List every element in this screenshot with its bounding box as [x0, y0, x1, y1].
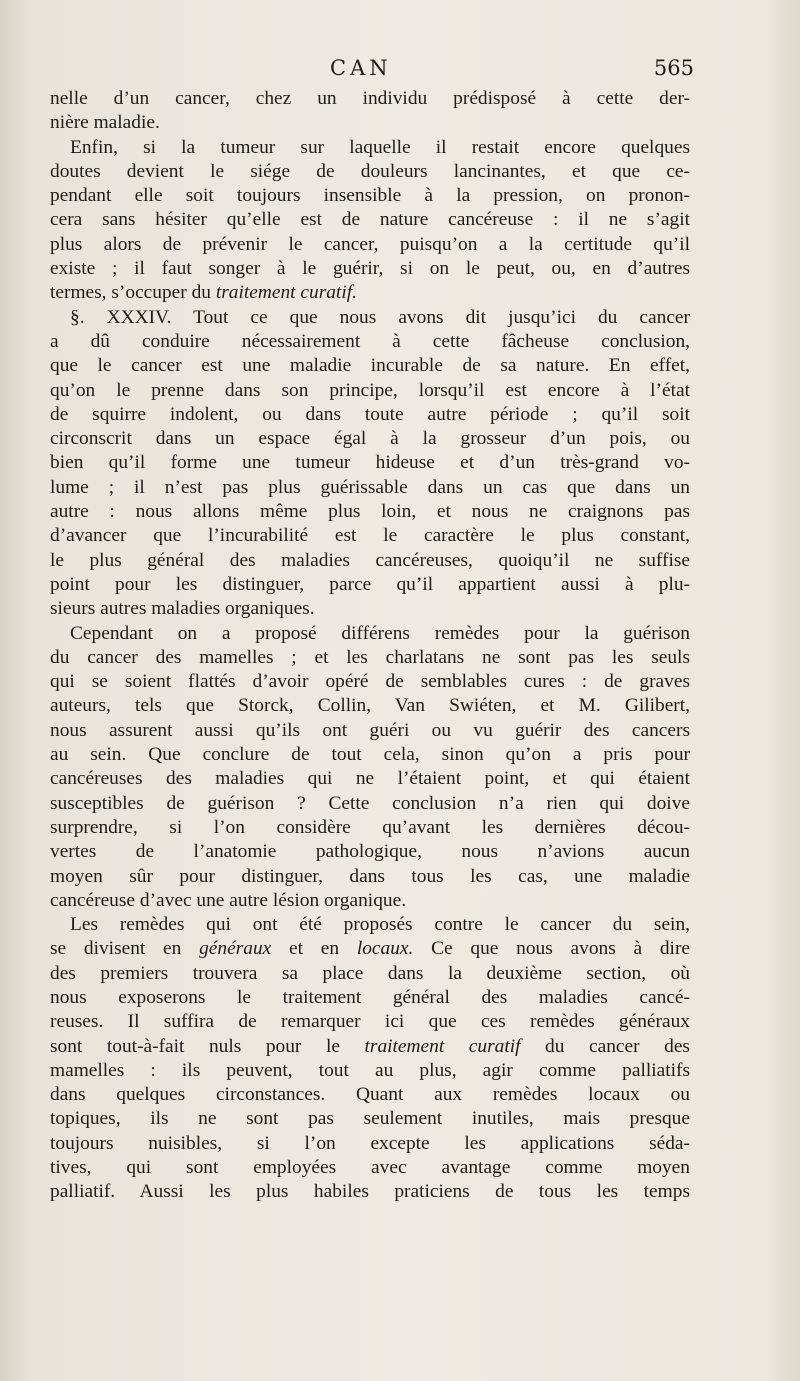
line-text: des premiers trouvera sa place dans la deuxième section, où: [50, 962, 690, 984]
line-text: que le cancer est une maladie incurable de sa nature. En effet,: [50, 355, 690, 377]
text-line: [50, 524, 690, 548]
line-text: autre : nous allons même plus loin, et nous ne craignons pas: [50, 501, 690, 523]
text-line: [50, 306, 690, 330]
line-text: au sein. Que conclure de tout cela, sinon qu’on a pris pour: [50, 744, 690, 766]
italic-text: traitement curatif.: [215, 282, 357, 304]
running-title: CAN: [330, 56, 392, 80]
italic-text: locaux.: [356, 938, 414, 960]
line-text: nous assurent aussi qu’ils ont guéri ou vu guérir des cancers: [50, 719, 690, 741]
line-text: reuses. Il suffira de remarquer ici que ces remèdes généraux: [50, 1011, 690, 1033]
line-text: nous exposerons le traitement général des maladies cancé-: [50, 986, 690, 1008]
text-line: [50, 767, 690, 791]
text-line: [50, 87, 690, 111]
line-text: cancéreuses des maladies qui ne l’étaient point, et qui étaient: [50, 768, 690, 790]
text-line: [50, 281, 690, 305]
line-text: mamelles : ils peuvent, tout au plus, agir comme palliatifs: [50, 1059, 690, 1081]
text-line: [50, 549, 690, 573]
italic-text: traitement curatif: [364, 1035, 521, 1057]
line-text: surprendre, si l’on considère qu’avant les dernières décou-: [50, 816, 690, 838]
text-line: [50, 889, 690, 913]
line-text: d’avancer que l’incurabilité est le caractère le plus constant,: [50, 525, 690, 547]
text-line: [50, 719, 690, 743]
text-line: [50, 816, 690, 840]
line-text: toujours nuisibles, si l’on excepte les applications séda-: [50, 1132, 690, 1154]
text-line: [50, 694, 690, 718]
text-line: [50, 1083, 690, 1107]
line-text: susceptibles de guérison ? Cette conclusion n’a rien qui doive: [50, 792, 690, 814]
line-text: Cependant on a proposé différens remèdes pour la guérison: [70, 622, 690, 644]
line-text: nière maladie.: [50, 112, 160, 134]
line-text: qui se soient flattés d’avoir opéré de semblables cures : de graves: [50, 671, 690, 693]
text-line: [50, 1035, 690, 1059]
text-line: [50, 111, 690, 135]
italic-text: généraux: [199, 938, 272, 960]
text-line: [50, 986, 690, 1010]
line-text: dans quelques circonstances. Quant aux remèdes locaux ou: [50, 1084, 690, 1106]
text-line: [50, 208, 690, 232]
text-line: [50, 379, 690, 403]
body-text: [50, 87, 690, 1205]
line-text: qu’on le prenne dans son principe, lorsqu’il est encore à l’état: [50, 379, 690, 401]
text-line: [50, 913, 690, 937]
line-text: sont tout-à-fait nuls pour le: [50, 1035, 365, 1057]
text-line: [50, 500, 690, 524]
line-text: vertes de l’anatomie pathologique, nous n’avions aucun: [50, 841, 690, 863]
line-text: §. XXXIV. Tout ce que nous avons dit jusqu’ici du cancer: [70, 306, 690, 328]
line-text: Enfin, si la tumeur sur laquelle il restait encore quelques: [70, 136, 690, 158]
line-text: du cancer des mamelles ; et les charlatans ne sont pas les seuls: [50, 646, 690, 668]
text-line: [50, 1107, 690, 1131]
text-line: [50, 743, 690, 767]
text-line: [50, 962, 690, 986]
text-line: [50, 476, 690, 500]
text-line: [50, 403, 690, 427]
line-text: doutes devient le siége de douleurs lancinantes, et que ce-: [50, 160, 690, 182]
line-text: auteurs, tels que Storck, Collin, Van Swiéten, et M. Gilibert,: [50, 695, 690, 717]
line-text: termes, s’occuper du: [50, 282, 216, 304]
line-text: cera sans hésiter qu’elle est de nature cancéreuse : il ne s’agit: [50, 209, 690, 231]
line-text: sieurs autres maladies organiques.: [50, 598, 315, 620]
line-text: circonscrit dans un espace égal à la grosseur d’un pois, ou: [50, 428, 690, 450]
line-text: Ce que nous avons à dire: [413, 938, 691, 960]
line-text: nelle d’un cancer, chez un individu prédisposé à cette der-: [50, 88, 690, 109]
text-line: [50, 330, 690, 354]
text-line: [50, 1010, 690, 1034]
line-text: a dû conduire nécessairement à cette fâcheuse conclusion,: [50, 330, 690, 352]
text-line: [50, 1180, 690, 1204]
text-line: [50, 1132, 690, 1156]
text-line: [50, 233, 690, 257]
text-line: [50, 1059, 690, 1083]
text-line: [50, 597, 690, 621]
line-text: existe ; il faut songer à le guérir, si on le peut, ou, en d’autres: [50, 258, 690, 280]
text-line: [50, 573, 690, 597]
text-line: [50, 451, 690, 475]
text-line: [50, 792, 690, 816]
page-number: 565: [653, 56, 694, 80]
text-line: [50, 840, 690, 864]
line-text: Les remèdes qui ont été proposés contre le cancer du sein,: [70, 914, 690, 936]
line-text: se divisent en: [50, 938, 200, 960]
line-text: tives, qui sont employées avec avantage comme moyen: [50, 1157, 690, 1179]
line-text: le plus général des maladies cancéreuses, quoiqu’il ne suffise: [50, 549, 690, 571]
line-text: palliatif. Aussi les plus habiles praticiens de tous les temps: [50, 1181, 690, 1203]
line-text: cancéreuse d’avec une autre lésion organique.: [50, 889, 407, 911]
text-line: [50, 646, 690, 670]
line-text: du cancer des: [520, 1035, 690, 1057]
text-line: [50, 354, 690, 378]
running-head: [50, 56, 694, 86]
text-line: [50, 622, 690, 646]
line-text: et en: [271, 938, 357, 960]
text-line: [50, 184, 690, 208]
text-line: [50, 427, 690, 451]
text-line: [50, 1156, 690, 1180]
text-line: [50, 257, 690, 281]
text-line: [50, 865, 690, 889]
line-text: point pour les distinguer, parce qu’il appartient aussi à plu-: [50, 573, 690, 595]
line-text: bien qu’il forme une tumeur hideuse et d’un très-grand vo-: [50, 452, 690, 474]
line-text: topiques, ils ne sont pas seulement inutiles, mais presque: [50, 1108, 690, 1130]
line-text: plus alors de prévenir le cancer, puisqu’on a la certitude qu’il: [50, 233, 690, 255]
text-line: [50, 136, 690, 160]
text-line: [50, 160, 690, 184]
line-text: moyen sûr pour distinguer, dans tous les cas, une maladie: [50, 865, 690, 887]
text-line: [50, 670, 690, 694]
line-text: lume ; il n’est pas plus guérissable dans un cas que dans un: [50, 476, 690, 498]
line-text: de squirre indolent, ou dans toute autre période ; qu’il soit: [50, 403, 690, 425]
line-text: pendant elle soit toujours insensible à la pression, on pronon-: [50, 185, 690, 207]
text-line: [50, 937, 690, 961]
